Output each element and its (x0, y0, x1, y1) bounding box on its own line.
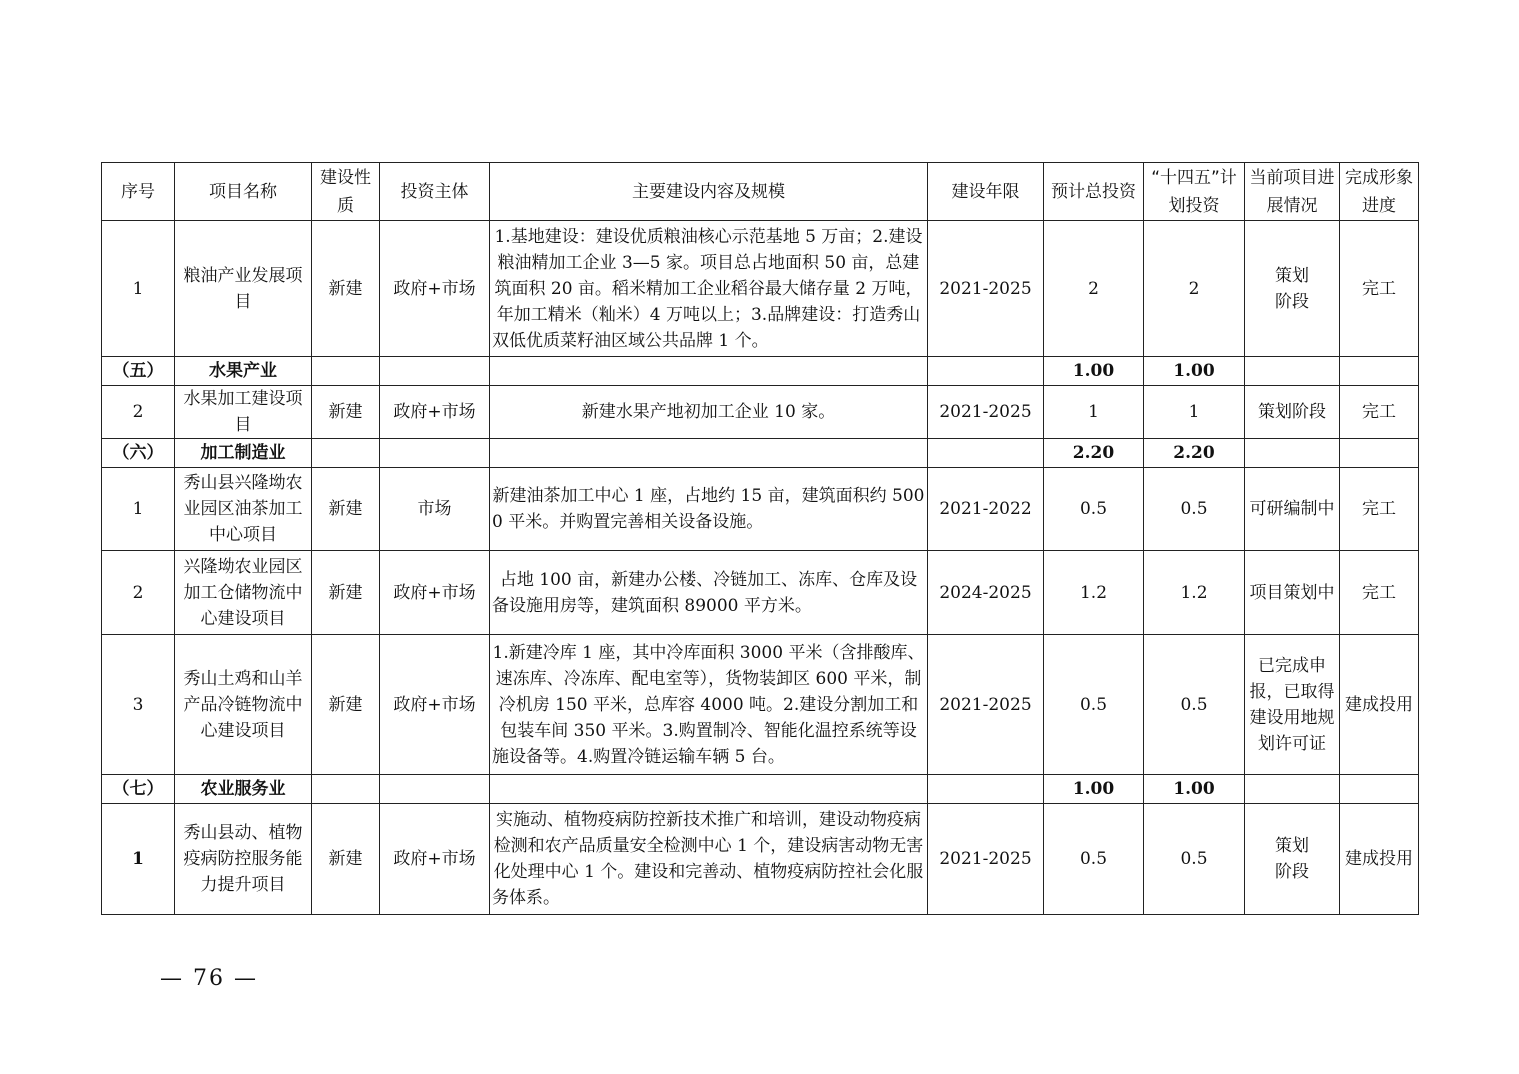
cell-years: 2021-2025 (928, 804, 1044, 915)
table-row (102, 635, 1419, 775)
cell-status: 建成投用 (1340, 635, 1419, 775)
header-total: 预计总投资 (1044, 163, 1144, 221)
cell-content: 占地 100 亩，新建办公楼、冷链加工、冻库、仓库及设备设施用房等，建筑面积 89000 平方米。 (490, 551, 928, 635)
cell-seq: 1 (102, 804, 175, 915)
cell-investor: 政府+市场 (380, 221, 490, 357)
header-name: 项目名称 (175, 163, 312, 221)
cell-total: 2 (1044, 221, 1144, 357)
cell-seq: 1 (102, 221, 175, 357)
cell-name: 秀山县动、植物疫病防控服务能力提升项目 (175, 804, 312, 915)
section-name: 农业服务业 (175, 775, 312, 804)
cell-progress: 可研编制中 (1245, 468, 1340, 551)
cell-plan: 0.5 (1144, 468, 1245, 551)
header-content: 主要建设内容及规模 (490, 163, 928, 221)
section-plan: 1.00 (1144, 775, 1245, 804)
section-row (102, 775, 1419, 804)
cell-status: 建成投用 (1340, 804, 1419, 915)
table-row (102, 804, 1419, 915)
header-seq: 序号 (102, 163, 175, 221)
section-row (102, 439, 1419, 468)
cell-investor: 政府+市场 (380, 635, 490, 775)
cell-seq: 3 (102, 635, 175, 775)
header-progress: 当前项目进展情况 (1245, 163, 1340, 221)
cell-content: 实施动、植物疫病防控新技术推广和培训，建设动物疫病检测和农产品质量安全检测中心 1 个，建设病害动物无害化处理中心 1 个。建设和完善动、植物疫病防控社会化服务体系。 (490, 804, 928, 915)
cell-plan: 1.2 (1144, 551, 1245, 635)
table-row (102, 221, 1419, 357)
section-total: 2.20 (1044, 439, 1144, 468)
section-total: 1.00 (1044, 775, 1144, 804)
cell-name: 粮油产业发展项目 (175, 221, 312, 357)
cell-total: 1 (1044, 386, 1144, 439)
cell-plan: 0.5 (1144, 804, 1245, 915)
progress-text: 策划阶段 (1275, 836, 1309, 882)
cell-name: 秀山县兴隆坳农业园区油茶加工中心项目 (175, 468, 312, 551)
cell-nature: 新建 (312, 804, 380, 915)
cell-progress: 已完成申报，已取得建设用地规划许可证 (1245, 635, 1340, 775)
cell-progress (1245, 221, 1340, 357)
cell-content: 1.基地建设：建设优质粮油核心示范基地 5 万亩；2.建设粮油精加工企业 3—5 家。项目总占地面积 50 亩，总建筑面积 20 亩。稻米精加工企业稻谷最大储存量 2 万吨，年加工精米（籼米）4 万吨以上；3.品牌建设：打造秀山双低优质菜籽油区域公共品牌 1 个。 (490, 221, 928, 357)
table-row (102, 386, 1419, 439)
cell-status: 完工 (1340, 221, 1419, 357)
cell-seq: 2 (102, 551, 175, 635)
cell-content: 新建水果产地初加工企业 10 家。 (490, 386, 928, 439)
header-years: 建设年限 (928, 163, 1044, 221)
header-nature: 建设性质 (312, 163, 380, 221)
cell-content: 1.新建冷库 1 座，其中冷库面积 3000 平米（含排酸库、速冻库、冷冻库、配电室等），货物装卸区 600 平米，制冷机房 150 平米，总库容 4000 吨。2.建设分割加工和包装车间 350 平米。3.购置制冷、智能化温控系统等设施设备等。4.购置冷链运输车辆 5 台。 (490, 635, 928, 775)
cell-years: 2021-2025 (928, 221, 1044, 357)
header-plan: “十四五”计划投资 (1144, 163, 1245, 221)
cell-name: 秀山土鸡和山羊产品冷链物流中心建设项目 (175, 635, 312, 775)
cell-seq: 1 (102, 468, 175, 551)
cell-nature: 新建 (312, 468, 380, 551)
cell-plan: 1 (1144, 386, 1245, 439)
cell-years: 2021-2025 (928, 386, 1044, 439)
section-plan: 1.00 (1144, 357, 1245, 386)
progress-text: 策划阶段 (1275, 265, 1309, 312)
header-investor: 投资主体 (380, 163, 490, 221)
section-plan: 2.20 (1144, 439, 1245, 468)
cell-status: 完工 (1340, 468, 1419, 551)
cell-progress (1245, 804, 1340, 915)
cell-name: 水果加工建设项目 (175, 386, 312, 439)
cell-investor: 政府+市场 (380, 804, 490, 915)
cell-plan: 2 (1144, 221, 1245, 357)
cell-nature: 新建 (312, 386, 380, 439)
cell-nature: 新建 (312, 551, 380, 635)
cell-investor: 政府+市场 (380, 386, 490, 439)
cell-total: 1.2 (1044, 551, 1144, 635)
section-seq: （五） (102, 357, 175, 386)
cell-status: 完工 (1340, 386, 1419, 439)
section-total: 1.00 (1044, 357, 1144, 386)
section-name: 加工制造业 (175, 439, 312, 468)
table-row (102, 551, 1419, 635)
cell-total: 0.5 (1044, 635, 1144, 775)
cell-seq: 2 (102, 386, 175, 439)
cell-content: 新建油茶加工中心 1 座，占地约 15 亩，建筑面积约 5000 平米。并购置完善相关设备设施。 (490, 468, 928, 551)
cell-progress: 策划阶段 (1245, 386, 1340, 439)
project-table (101, 162, 1419, 915)
section-seq: （七） (102, 775, 175, 804)
cell-total: 0.5 (1044, 468, 1144, 551)
page-number: — 76 — (160, 966, 258, 991)
cell-nature: 新建 (312, 635, 380, 775)
header-row (102, 163, 1419, 221)
cell-progress: 项目策划中 (1245, 551, 1340, 635)
cell-years: 2021-2025 (928, 635, 1044, 775)
section-name: 水果产业 (175, 357, 312, 386)
cell-investor: 政府+市场 (380, 551, 490, 635)
cell-plan: 0.5 (1144, 635, 1245, 775)
cell-total: 0.5 (1044, 804, 1144, 915)
section-row (102, 357, 1419, 386)
cell-name: 兴隆坳农业园区加工仓储物流中心建设项目 (175, 551, 312, 635)
cell-nature: 新建 (312, 221, 380, 357)
table-row (102, 468, 1419, 551)
cell-years: 2024-2025 (928, 551, 1044, 635)
cell-years: 2021-2022 (928, 468, 1044, 551)
cell-investor: 市场 (380, 468, 490, 551)
cell-status: 完工 (1340, 551, 1419, 635)
header-status: 完成形象进度 (1340, 163, 1419, 221)
section-seq: （六） (102, 439, 175, 468)
